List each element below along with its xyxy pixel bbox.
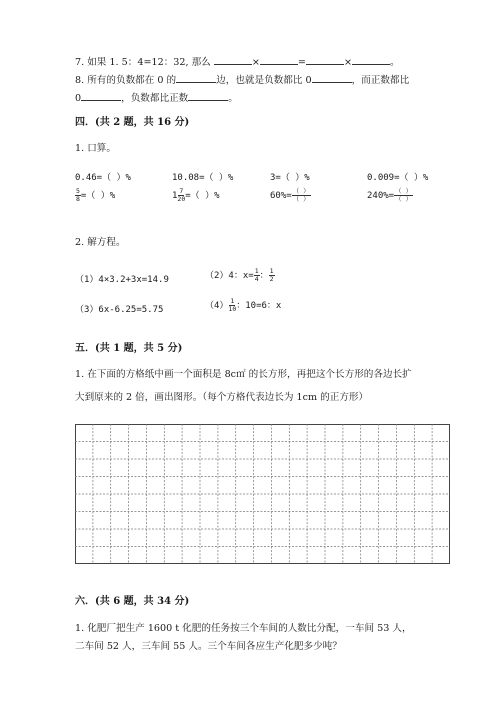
answer-blank[interactable] [352, 54, 390, 65]
calc-item: 0.009=（ ）% [367, 173, 429, 183]
section-4-title: 四．(共 2 题，共 16 分) [75, 117, 190, 128]
answer-blank[interactable] [312, 72, 352, 83]
calc-item: 240%= $\frac{( )}{( )}$ [367, 187, 413, 203]
answer-blank[interactable] [81, 90, 121, 101]
fraction: $\frac{( )}{( )}$ [395, 187, 413, 203]
section-6-title: 六．(共 6 题，共 34 分) [75, 596, 190, 607]
calc-item: 0.46=（ ）% [75, 173, 131, 183]
answer-blank[interactable] [188, 90, 228, 101]
calc-item: 3=（ ）% [270, 173, 310, 183]
equation: （2）4：x= $\frac{1}{4}$ ： $\frac{1}{2}$ [205, 267, 274, 283]
grid-lines [75, 424, 450, 564]
fraction: $\frac{1}{2}$ [269, 267, 274, 283]
calc-item: 60%= $\frac{( )}{( )}$ [270, 187, 310, 203]
question-5-1-line2: 大到原来的 2 倍，画出图形。（每个方格代表边长为 1cm 的正方形） [75, 392, 369, 403]
equation: （3）6x-6.25=5.75 [75, 305, 164, 315]
fraction: $\frac{1}{4}$ [254, 267, 259, 283]
calc-item: 10.08=（ ）% [172, 173, 234, 183]
question-7: 7. 如果 1. 5：4=12：32, 那么 × = × 。 [75, 54, 400, 69]
question-5-1-line1: 1. 在下面的方格纸中画一个面积是 8c㎡ 的长方形，再把这个长方形的各边长扩 [75, 369, 412, 380]
section-5-title: 五．(共 1 题，共 5 分) [75, 343, 183, 354]
question-4-2-label: 2. 解方程。 [75, 237, 126, 248]
question-8-line2: 0 ，负数都比正数 。 [75, 90, 238, 105]
fraction: $\frac{1}{10}$ [228, 297, 237, 313]
answer-blank[interactable] [176, 72, 216, 83]
question-4-1-label: 1. 口算。 [75, 143, 116, 154]
question-8-line1: 8. 所有的负数都在 0 的 边，也就是负数都比 0 ，而正数都比 [75, 72, 409, 87]
question-6-1-line1: 1. 化肥厂把生产 1600 t 化肥的任务按三个车间的人数比分配，一车间 53 人， [75, 623, 412, 634]
graph-paper-grid[interactable] [75, 424, 450, 564]
fraction: $\frac{( )}{( )}$ [292, 187, 310, 203]
fraction: $\frac{5}{8}$ [76, 187, 80, 203]
answer-blank[interactable] [214, 54, 252, 65]
answer-blank[interactable] [306, 54, 344, 65]
fraction: $\frac{7}{20}$ [177, 187, 186, 203]
equation: （1）4×3.2+3x=14.9 [75, 275, 169, 285]
calc-item: 1 $\frac{7}{20}$ =（ ）% [172, 187, 220, 203]
answer-blank[interactable] [260, 54, 298, 65]
equation: （4） $\frac{1}{10}$ ：10=6：x [205, 297, 282, 313]
question-6-1-line2: 二车间 52 人，三车间 55 人。三个车间各应生产化肥多少吨？ [75, 641, 342, 652]
calc-item: $\frac{5}{8}$ =（ ）% [76, 187, 116, 203]
